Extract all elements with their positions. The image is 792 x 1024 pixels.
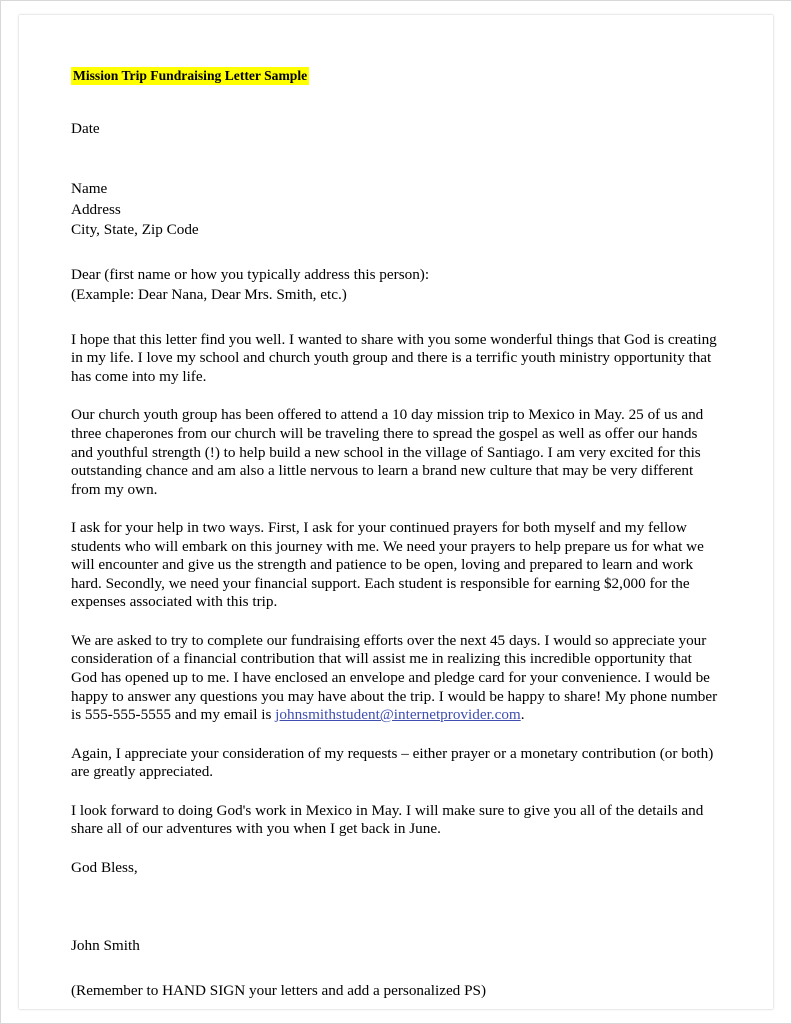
salutation-line-1: Dear (first name or how you typically address this person): xyxy=(71,265,430,283)
title-line xyxy=(71,67,721,86)
recipient-address: Address xyxy=(71,200,121,218)
signature-name: John Smith xyxy=(71,937,140,955)
paragraph-4-text-after: . xyxy=(520,706,525,724)
recipient-city-state-zip: City, State, Zip Code xyxy=(71,221,199,239)
body-paragraph-5: Again, I appreciate your consideration of my requests – either prayer or a monetary contribution (or both) are greatly appreciated. xyxy=(71,744,714,781)
letter-content xyxy=(71,67,721,1001)
salutation-block xyxy=(71,266,721,305)
salutation-line-2: (Example: Dear Nana, Dear Mrs. Smith, etc.) xyxy=(71,286,347,304)
date-placeholder: Date xyxy=(71,119,100,137)
body-paragraph-4 xyxy=(71,632,721,725)
document-title: Mission Trip Fundraising Letter Sample xyxy=(73,68,308,83)
letter-sheet xyxy=(19,15,773,1009)
body-paragraph-6: I look forward to doing God's work in Mexico in May. I will make sure to give you all of the details and share all of our adventures with you when I get back in June. xyxy=(71,801,704,838)
recipient-address-block xyxy=(71,180,721,240)
closing-line: God Bless, xyxy=(71,858,138,876)
email-link[interactable]: johnsmithstudent@internetprovider.com xyxy=(275,706,521,724)
body-paragraph-2: Our church youth group has been offered to attend a 10 day mission trip to Mexico in May. 25 of us and three chaperones from our church will be traveling there to spread the gospel as well as offer our hands and youthful strength (!) to help build a new school in the village of Santiago. I am very excited for this outstanding chance and am also a little nervous to learn a brand new culture that may be very different from my own. xyxy=(71,406,704,498)
recipient-name: Name xyxy=(71,180,108,198)
body-paragraph-3: I ask for your help in two ways. First, I ask for your continued prayers for both myself and my fellow students who will embark on this journey with me. We need your prayers to help prepare us for what we will encounter and give us the strength and patience to be open, loving and prepared to learn and work hard. Secondly, we need your financial support. Each student is responsible for earning $2,000 for the expenses associated with this trip. xyxy=(71,519,704,611)
body-paragraph-1: I hope that this letter find you well. I wanted to share with you some wonderful things that God is creating in my life. I love my school and church youth group and there is a terrific youth ministry opportunity that has come into my life. xyxy=(71,330,717,385)
ps-note: (Remember to HAND SIGN your letters and add a personalized PS) xyxy=(71,981,487,999)
paragraph-4-text-before: We are asked to try to complete our fundraising efforts over the next 45 days. I would so appreciate your consideration of a financial contribution that will assist me in realizing this incredible opportunity that God has opened up to me. I have enclosed an envelope and pledge card for your convenience. I would be happy to answer any questions you may have about the trip. I would be happy to share! My phone number is 555-555-5555 and my email is xyxy=(71,631,718,724)
